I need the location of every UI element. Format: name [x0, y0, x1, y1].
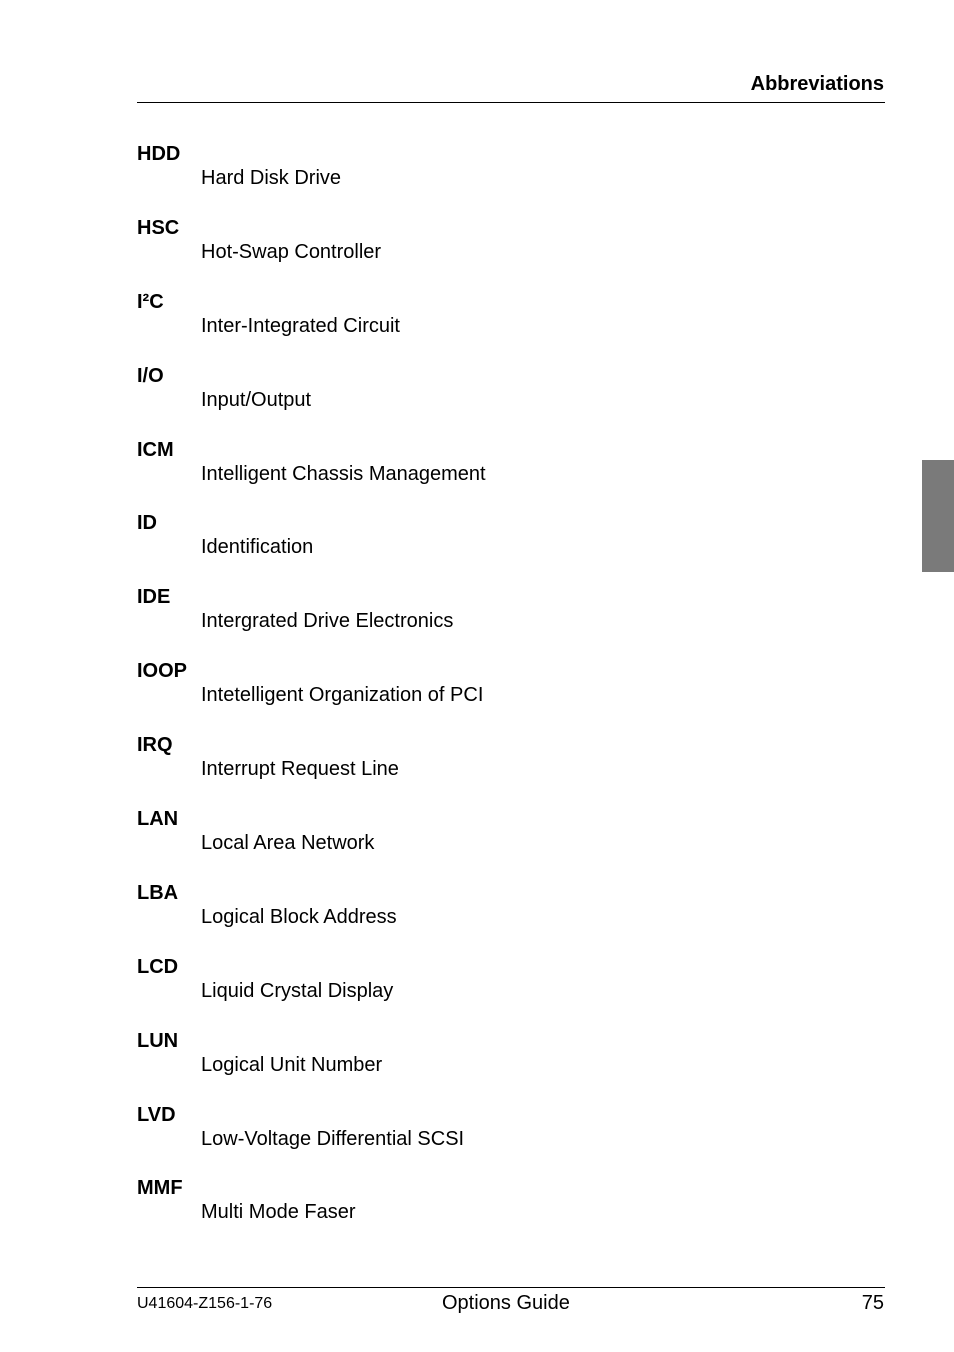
abbreviation-definition: Intelligent Chassis Management: [201, 462, 486, 485]
abbreviation-entry: [137, 585, 885, 659]
abbreviation-entry: [137, 733, 885, 807]
abbreviation-definition: Inter-Integrated Circuit: [201, 314, 400, 337]
abbreviation-definition: Local Area Network: [201, 832, 375, 855]
abbreviation-definition: Logical Unit Number: [201, 1053, 383, 1076]
abbreviation-entry: [137, 1029, 885, 1103]
footer-document-code: U41604-Z156-1-76: [137, 1295, 273, 1312]
abbreviation-entry: [137, 1176, 885, 1250]
chapter-thumb-tab: [922, 460, 954, 572]
abbreviation-term: IOOP: [137, 660, 188, 683]
abbreviation-entry: [137, 511, 885, 585]
abbreviation-definition: Input/Output: [201, 388, 312, 411]
footer-document-title: Options Guide: [442, 1292, 570, 1314]
abbreviation-entry: [137, 955, 885, 1029]
abbreviation-entry: [137, 290, 885, 364]
abbreviation-definition: Interrupt Request Line: [201, 758, 399, 781]
abbreviation-term: IDE: [137, 586, 171, 609]
abbreviation-definition: Hard Disk Drive: [201, 167, 342, 189]
abbreviation-term: LCD: [137, 955, 179, 978]
abbreviation-entry: [137, 364, 885, 438]
abbreviation-definition: Liquid Crystal Display: [201, 979, 394, 1002]
abbreviation-entry: [137, 142, 885, 216]
footer-rule: [137, 1287, 885, 1288]
footer-page-number: 75: [861, 1292, 884, 1314]
abbreviation-term: HDD: [137, 143, 181, 165]
abbreviation-term: ID: [137, 512, 157, 535]
abbreviation-term: MMF: [137, 1177, 183, 1200]
abbreviation-definition: Intergrated Drive Electronics: [201, 610, 454, 633]
abbreviation-term: IRQ: [137, 734, 173, 757]
abbreviation-term: LBA: [137, 881, 179, 904]
abbreviation-definition: Hot-Swap Controller: [201, 240, 382, 263]
header-rule: [137, 102, 885, 103]
abbreviation-entry: [137, 438, 885, 512]
abbreviation-term: LVD: [137, 1103, 176, 1126]
abbreviation-entry: [137, 216, 885, 290]
abbreviation-term: I²C: [137, 290, 164, 313]
abbreviation-entry: [137, 659, 885, 733]
abbreviation-definition: Multi Mode Faser: [201, 1201, 356, 1224]
abbreviation-definition: Intetelligent Organization of PCI: [201, 684, 484, 707]
abbreviation-definition: Identification: [201, 536, 314, 559]
abbreviation-definition: Logical Block Address: [201, 905, 397, 928]
abbreviation-term: ICM: [137, 438, 174, 461]
abbreviation-term: I/O: [137, 364, 164, 387]
abbreviation-term: HSC: [137, 216, 180, 239]
abbreviation-term: LUN: [137, 1029, 179, 1052]
abbreviation-entry: [137, 807, 885, 881]
abbreviation-term: LAN: [137, 808, 179, 831]
running-header-title: Abbreviations: [750, 73, 884, 95]
abbreviation-entry: [137, 1103, 885, 1177]
abbreviation-definition: Low-Voltage Differential SCSI: [201, 1127, 465, 1150]
abbreviation-entry: [137, 881, 885, 955]
abbreviation-list: [137, 142, 885, 1250]
